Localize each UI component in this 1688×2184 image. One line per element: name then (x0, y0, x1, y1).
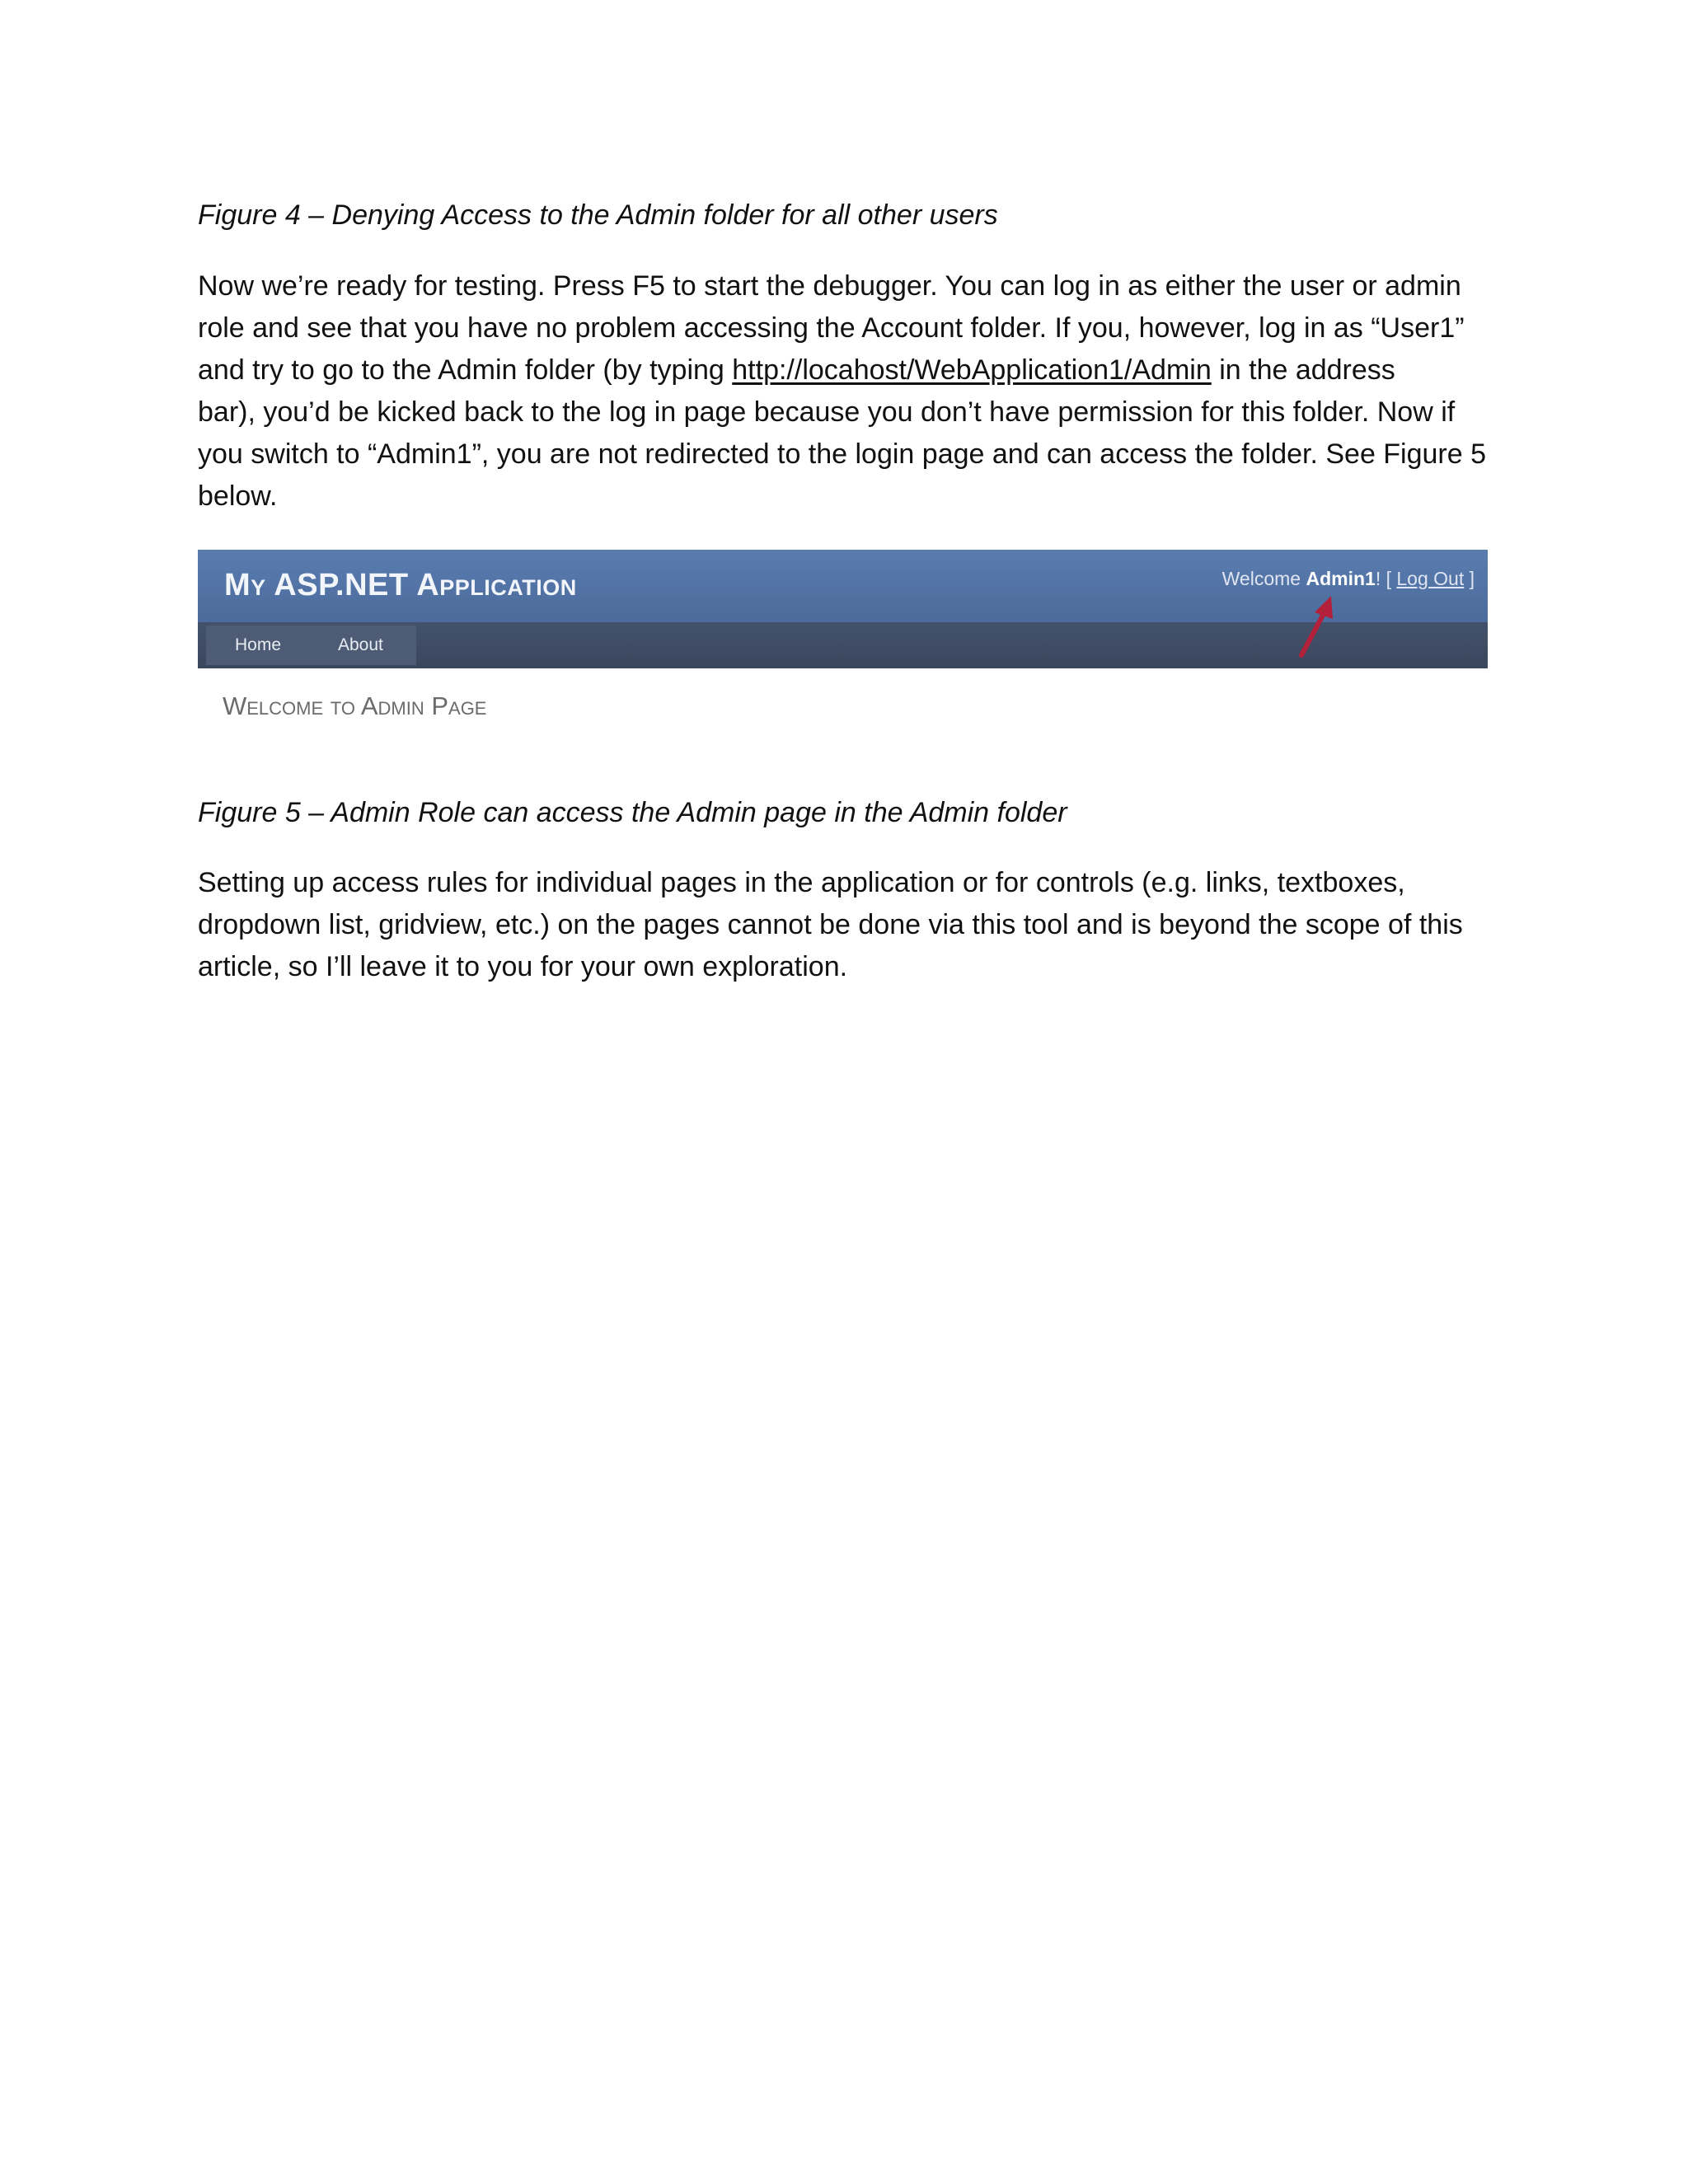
paragraph-line: bar), you’d be kicked back to the log in page because you don’t have permission for this folder. Now if (198, 396, 1456, 428)
paragraph-line: you switch to “Admin1”, you are not redirected to the login page and can access the folder. See Figure 5 (198, 438, 1487, 470)
figure-5-caption: Figure 5 – Admin Role can access the Admin page in the Admin folder (198, 797, 1067, 828)
arrow-head (1315, 596, 1333, 619)
arrow-shaft (1301, 609, 1326, 655)
figure-4-caption: Figure 4 – Denying Access to the Admin folder for all other users (198, 199, 998, 231)
admin-url-link[interactable]: http://locahost/WebApplication1/Admin (732, 354, 1212, 386)
nav-menu (206, 626, 416, 665)
logout-link[interactable]: Log Out (1396, 568, 1465, 589)
red-arrow-icon (1290, 591, 1339, 665)
testing-paragraph (198, 265, 1500, 518)
paragraph-line: Now we’re ready for testing. Press F5 to start the debugger. You can log in as either the user or admin (198, 270, 1461, 302)
login-status (1222, 568, 1475, 590)
paragraph-line: below. (198, 480, 278, 512)
paragraph-text: in the address (1211, 354, 1395, 386)
paragraph-line: dropdown list, gridview, etc.) on the pages cannot be done via this tool and is beyond the scope of this (198, 909, 1463, 940)
app-title: My ASP.NET Application (224, 568, 577, 602)
access-rules-paragraph (198, 862, 1500, 988)
admin-page-screenshot (198, 550, 1488, 743)
menu-item-home[interactable]: Home (235, 635, 282, 654)
paragraph-line: role and see that you have no problem accessing the Account folder. If you, however, log in as “User1” (198, 312, 1465, 344)
paragraph-line (198, 349, 1500, 391)
user-name: Admin1 (1306, 568, 1376, 589)
welcome-text: ! [ (1375, 568, 1397, 589)
paragraph-text: and try to go to the Admin folder (by typing (198, 354, 733, 386)
welcome-text: ] (1464, 568, 1475, 589)
admin-page-heading: Welcome to Admin Page (223, 691, 487, 720)
menu-item-about[interactable]: About (338, 635, 383, 654)
paragraph-line: article, so I’ll leave it to you for your own exploration. (198, 951, 848, 982)
welcome-text: Welcome (1221, 568, 1306, 589)
paragraph-line: Setting up access rules for individual pages in the application or for controls (e.g. links, textboxes, (198, 867, 1405, 898)
